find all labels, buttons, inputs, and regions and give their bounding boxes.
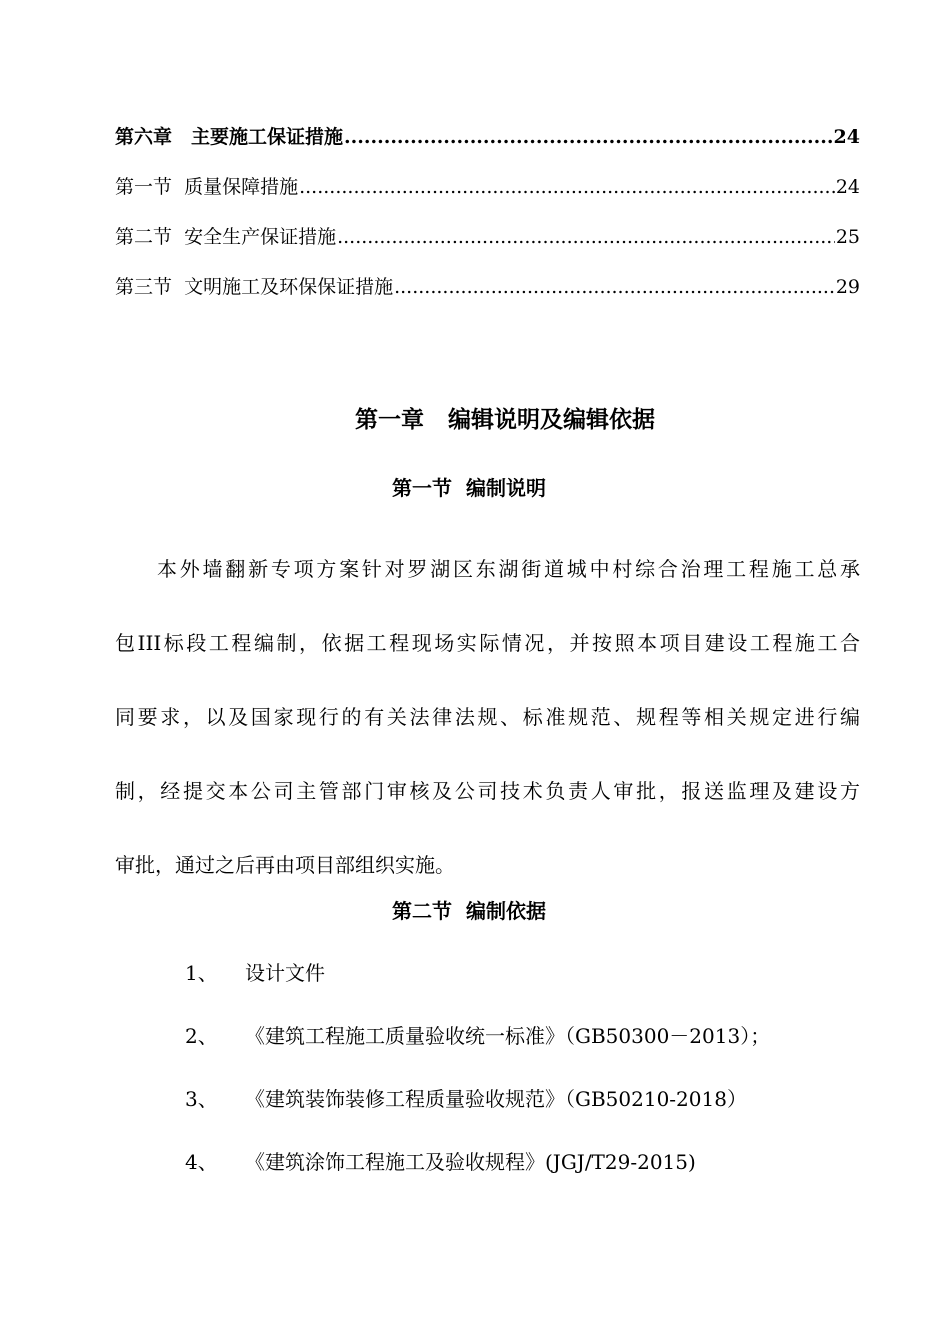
toc-entry-label: 第一节 质量保障措施 (115, 176, 299, 198)
list-item (185, 1079, 865, 1142)
reference-list (185, 953, 865, 1205)
list-item (185, 1142, 865, 1205)
toc-entry[interactable] (115, 122, 860, 172)
list-item-text: 《建筑装饰装修工程质量验收规范》（GB50210-2018） (245, 1087, 747, 1111)
section-title-compilation-notes: 第一节 编制说明 (392, 476, 546, 500)
toc-entry[interactable] (115, 222, 860, 272)
toc-entry-label: 第三节 文明施工及环保保证措施 (115, 276, 394, 298)
toc-leader-dots (337, 222, 835, 252)
list-item-number: 4、 (185, 1150, 218, 1174)
paragraph-line: 同要求，以及国家现行的有关法律法规、标准规范、规程等相关规定进行编 (115, 705, 860, 729)
list-item-number: 2、 (185, 1024, 218, 1048)
chapter-title: 第一章 编辑说明及编辑依据 (354, 406, 656, 433)
toc-entry[interactable] (115, 272, 860, 322)
toc-leader-dots (394, 272, 835, 302)
list-item (185, 953, 865, 1016)
list-item (185, 1016, 865, 1079)
paragraph-line: 本外墙翻新专项方案针对罗湖区东湖街道城中村综合治理工程施工总承 (157, 557, 860, 581)
body-paragraph (115, 532, 860, 902)
toc-entry-label: 第六章 主要施工保证措施 (115, 126, 344, 148)
toc-entry-page: 24 (835, 176, 860, 198)
list-item-text: 《建筑涂饰工程施工及验收规程》(JGJ/T29-2015) (245, 1150, 696, 1174)
list-item-text: 设计文件 (245, 961, 325, 985)
toc-entry-page: 29 (835, 276, 860, 298)
toc-entry-label: 第二节 安全生产保证措施 (115, 226, 337, 248)
list-item-number: 1、 (185, 961, 218, 985)
paragraph-line: 包III标段工程编制，依据工程现场实际情况，并按照本项目建设工程施工合 (115, 631, 860, 655)
toc-leader-dots (299, 172, 835, 202)
section-title-compilation-basis: 第二节 编制依据 (392, 899, 546, 923)
paragraph-line: 审批，通过之后再由项目部组织实施。 (115, 853, 455, 877)
list-item-text: 《建筑工程施工质量验收统一标准》（GB50300－2013）； (245, 1024, 771, 1048)
list-item-number: 3、 (185, 1087, 218, 1111)
toc-leader-dots (344, 122, 833, 152)
toc-entry-page: 24 (833, 126, 860, 148)
toc-entry[interactable] (115, 172, 860, 222)
paragraph-line: 制，经提交本公司主管部门审核及公司技术负责人审批，报送监理及建设方 (115, 779, 860, 803)
toc-entry-page: 25 (835, 226, 860, 248)
table-of-contents (115, 122, 860, 322)
